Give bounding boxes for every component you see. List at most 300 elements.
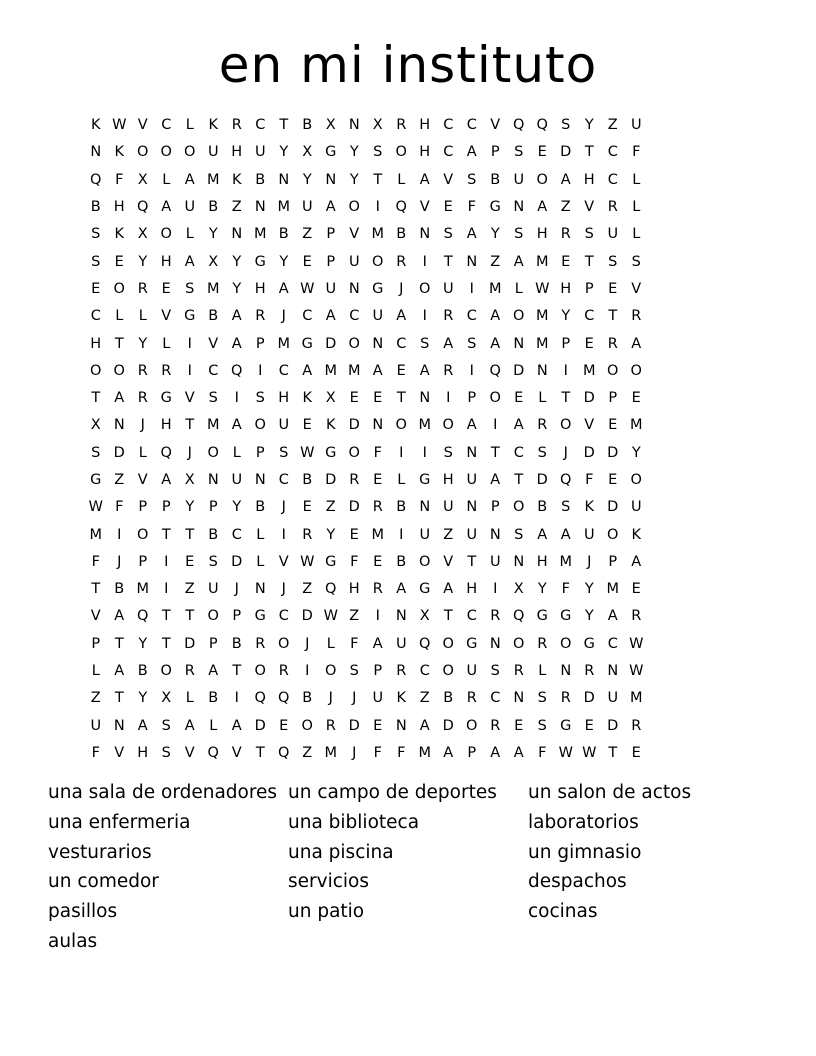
grid-letter: E (561, 253, 571, 270)
grid-letter: M (136, 581, 149, 598)
grid-letter: E (443, 199, 453, 216)
grid-letter: S (631, 253, 641, 270)
grid-letter: W (535, 280, 550, 297)
grid-letter: Y (279, 253, 289, 270)
grid-letter: J (399, 280, 404, 297)
grid-letter: P (326, 226, 336, 243)
grid-letter: U (630, 499, 642, 516)
grid-letter: U (90, 717, 102, 734)
grid-letter: O (466, 717, 478, 734)
grid-letter: R (466, 690, 477, 707)
grid-letter: S (185, 280, 195, 297)
grid-letter: L (514, 280, 523, 297)
grid-letter: I (493, 581, 498, 598)
grid-letter: A (208, 663, 219, 680)
grid-letter: E (349, 526, 359, 543)
grid-letter: B (302, 690, 313, 707)
grid-letter: Y (138, 635, 148, 652)
grid-letter: V (584, 199, 595, 216)
grid-letter: W (323, 608, 338, 625)
grid-letter: L (138, 308, 147, 325)
grid-letter: E (373, 472, 383, 488)
grid-letter: O (489, 390, 501, 407)
grid-letter: R (443, 308, 454, 325)
grid-letter: M (347, 362, 361, 379)
grid-letter: S (467, 335, 477, 352)
grid-letter: Y (138, 253, 148, 270)
grid-letter: H (113, 199, 125, 216)
grid-letter: Z (302, 581, 313, 598)
grid-letter: C (443, 117, 454, 134)
grid-letter: D (583, 444, 595, 461)
grid-letter: Z (490, 253, 501, 270)
grid-letter: G (301, 335, 313, 352)
grid-letter: N (466, 499, 478, 516)
grid-letter: J (305, 635, 310, 652)
grid-letter: A (325, 308, 336, 325)
grid-letter: O (301, 717, 313, 734)
grid-letter: V (137, 472, 148, 488)
grid-letter: A (325, 199, 336, 216)
grid-letter: P (138, 499, 148, 516)
grid-letter: A (490, 335, 501, 352)
grid-letter: D (560, 144, 572, 161)
grid-letter: G (325, 144, 337, 161)
grid-letter: O (254, 663, 266, 680)
grid-letter: R (255, 635, 266, 652)
grid-letter: C (607, 635, 618, 652)
grid-letter: V (349, 226, 360, 243)
grid-letter: O (325, 663, 337, 680)
grid-letter: Y (584, 608, 594, 625)
grid-letter: C (466, 308, 477, 325)
grid-letter: N (419, 499, 431, 516)
grid-letter: M (206, 417, 220, 434)
grid-letter: I (164, 581, 169, 598)
grid-letter: N (419, 226, 431, 243)
grid-letter: E (608, 417, 618, 434)
grid-row (84, 112, 732, 139)
grid-letter: R (137, 390, 148, 407)
grid-letter: T (91, 581, 101, 598)
grid-letter: A (396, 308, 407, 325)
grid-letter: P (467, 390, 477, 407)
grid-letter: A (537, 526, 548, 543)
grid-letter: U (325, 280, 337, 297)
grid-letter: D (348, 499, 360, 516)
grid-letter: R (631, 717, 642, 734)
grid-letter: A (513, 253, 524, 270)
grid-letter: M (488, 280, 502, 297)
grid-letter: Y (584, 581, 594, 598)
grid-letter: T (185, 608, 195, 625)
grid-letter: U (419, 526, 431, 543)
grid-letter: M (324, 362, 337, 379)
grid-letter: H (560, 280, 572, 297)
grid-letter: R (490, 717, 501, 734)
grid-letter: K (302, 390, 312, 407)
grid-letter: T (255, 744, 265, 761)
grid-letter: X (325, 117, 336, 134)
grid-letter: S (443, 444, 453, 461)
grid-letter: S (514, 526, 524, 543)
grid-letter: K (90, 117, 101, 134)
grid-letter: Z (90, 690, 101, 707)
grid-letter: L (397, 472, 406, 488)
grid-letter: A (114, 663, 125, 680)
grid-letter: S (91, 253, 101, 270)
grid-letter: R (560, 690, 571, 707)
grid-letter: Y (349, 144, 359, 161)
grid-letter: M (606, 581, 619, 598)
grid-letter: K (231, 171, 242, 188)
grid-letter: E (631, 581, 641, 598)
grid-letter: Z (231, 199, 242, 216)
grid-letter: A (231, 717, 242, 734)
grid-letter: O (630, 362, 642, 379)
grid-letter: V (231, 744, 242, 761)
grid-letter: O (90, 362, 102, 379)
grid-letter: N (395, 608, 407, 625)
grid-letter: S (561, 499, 571, 516)
grid-letter: C (443, 144, 454, 161)
grid-letter: T (584, 253, 594, 270)
grid-letter: A (372, 362, 383, 379)
grid-letter: D (607, 444, 619, 461)
grid-letter: N (513, 335, 525, 352)
grid-letter: T (608, 744, 618, 761)
grid-letter: B (443, 690, 454, 707)
grid-letter: Q (90, 171, 102, 188)
grid-letter: H (137, 744, 149, 761)
grid-letter: Q (489, 362, 501, 379)
grid-letter: D (301, 608, 313, 625)
grid-letter: O (419, 553, 431, 570)
grid-letter: A (537, 199, 548, 216)
grid-letter: A (137, 717, 148, 734)
grid-letter: P (608, 553, 618, 570)
grid-letter: Y (232, 253, 242, 270)
grid-letter: S (208, 390, 218, 407)
grid-letter: D (348, 717, 360, 734)
grid-letter: Y (279, 144, 289, 161)
grid-letter: A (302, 362, 313, 379)
grid-letter: C (607, 144, 618, 161)
grid-letter: U (301, 199, 313, 216)
grid-letter: R (396, 663, 407, 680)
grid-letter: N (513, 553, 525, 570)
grid-letter: M (418, 744, 431, 761)
grid-letter: Z (419, 690, 430, 707)
grid-letter: T (114, 690, 124, 707)
grid-letter: P (608, 390, 618, 407)
grid-letter: L (256, 553, 265, 570)
grid-letter: H (160, 417, 172, 434)
grid-letter: H (583, 171, 595, 188)
grid-letter: V (443, 171, 454, 188)
grid-letter: H (254, 280, 266, 297)
grid-letter: W (629, 663, 644, 680)
grid-letter: K (584, 499, 594, 516)
grid-letter: R (560, 226, 571, 243)
grid-letter: E (161, 280, 171, 297)
grid-row (84, 521, 732, 548)
grid-letter: K (631, 526, 641, 543)
grid-letter: S (420, 335, 430, 352)
grid-letter: T (185, 417, 195, 434)
grid-letter: S (608, 253, 618, 270)
grid-letter: O (536, 171, 548, 188)
grid-letter: L (185, 226, 194, 243)
grid-letter: R (372, 499, 383, 516)
grid-letter: N (113, 717, 125, 734)
grid-letter: I (563, 362, 568, 379)
grid-letter: F (467, 199, 476, 216)
grid-row (84, 167, 732, 194)
grid-letter: R (396, 117, 407, 134)
grid-row (84, 467, 732, 494)
grid-letter: Y (631, 444, 641, 461)
grid-letter: N (113, 417, 125, 434)
grid-letter: S (537, 690, 547, 707)
grid-letter: Y (537, 581, 547, 598)
grid-letter: U (489, 553, 501, 570)
grid-letter: M (253, 226, 267, 243)
grid-letter: P (561, 335, 571, 352)
grid-letter: J (234, 581, 239, 598)
grid-letter: F (350, 635, 359, 652)
grid-row (84, 248, 732, 275)
grid-letter: A (184, 171, 195, 188)
grid-letter: Y (185, 499, 195, 516)
grid-letter: R (137, 362, 148, 379)
grid-letter: X (161, 690, 172, 707)
grid-letter: A (396, 581, 407, 598)
grid-letter: V (419, 199, 430, 216)
grid-letter: U (395, 635, 407, 652)
grid-letter: C (302, 308, 313, 325)
grid-letter: B (537, 499, 548, 516)
grid-letter: I (422, 253, 427, 270)
grid-letter: U (442, 280, 454, 297)
grid-letter: U (207, 581, 219, 598)
grid-letter: L (632, 171, 641, 188)
grid-letter: Z (325, 499, 336, 516)
grid-letter: O (137, 144, 149, 161)
grid-letter: I (422, 444, 427, 461)
grid-letter: R (302, 526, 313, 543)
grid-letter: A (513, 744, 524, 761)
grid-letter: O (254, 417, 266, 434)
grid-letter: K (114, 226, 124, 243)
grid-letter: W (112, 117, 127, 134)
grid-letter: G (466, 635, 478, 652)
grid-letter: U (466, 472, 478, 488)
grid-letter: O (348, 199, 360, 216)
grid-letter: P (138, 553, 148, 570)
grid-letter: F (115, 499, 124, 516)
grid-letter: S (537, 717, 547, 734)
grid-letter: D (254, 717, 266, 734)
grid-letter: X (90, 417, 101, 434)
grid-letter: G (90, 472, 102, 488)
grid-letter: H (160, 253, 172, 270)
grid-letter: O (513, 308, 525, 325)
grid-letter: O (442, 417, 454, 434)
grid-letter: B (208, 690, 219, 707)
grid-letter: B (208, 199, 219, 216)
grid-letter: Q (395, 199, 407, 216)
grid-letter: H (278, 390, 290, 407)
grid-letter: G (419, 472, 431, 488)
grid-letter: P (255, 335, 265, 352)
grid-letter: S (255, 390, 265, 407)
grid-letter: V (184, 390, 195, 407)
grid-letter: L (115, 308, 124, 325)
grid-row (84, 440, 732, 467)
grid-letter: A (114, 390, 125, 407)
grid-letter: R (537, 417, 548, 434)
grid-letter: L (162, 171, 171, 188)
grid-letter: O (442, 663, 454, 680)
grid-letter: E (631, 390, 641, 407)
grid-letter: W (88, 499, 103, 516)
grid-letter: A (184, 717, 195, 734)
grid-letter: B (255, 499, 266, 516)
grid-letter: E (91, 280, 101, 297)
grid-letter: E (608, 280, 618, 297)
grid-letter: S (443, 226, 453, 243)
grid-letter: D (231, 553, 243, 570)
word-list-item: un campo de deportes (288, 782, 497, 803)
grid-letter: T (114, 335, 124, 352)
grid-letter: M (418, 417, 431, 434)
word-list-item: servicios (288, 871, 369, 893)
grid-letter: Q (560, 472, 572, 488)
grid-letter: O (348, 444, 360, 461)
grid-letter: I (234, 390, 239, 407)
grid-letter: J (563, 444, 568, 461)
grid-letter: C (396, 335, 407, 352)
grid-letter: R (607, 199, 618, 216)
grid-letter: G (325, 553, 337, 570)
grid-letter: U (254, 144, 266, 161)
grid-letter: O (278, 635, 290, 652)
grid-letter: A (443, 744, 454, 761)
grid-letter: M (277, 199, 290, 216)
grid-letter: E (114, 253, 124, 270)
grid-letter: V (90, 608, 101, 625)
grid-letter: J (352, 744, 357, 761)
grid-letter: X (325, 390, 336, 407)
grid-row (84, 603, 732, 630)
grid-letter: T (161, 526, 171, 543)
grid-letter: A (560, 171, 571, 188)
grid-letter: G (254, 253, 266, 270)
grid-letter: L (538, 663, 547, 680)
grid-letter: X (137, 171, 148, 188)
grid-letter: X (208, 253, 219, 270)
grid-letter: O (372, 253, 384, 270)
grid-letter: U (348, 253, 360, 270)
grid-letter: S (490, 663, 500, 680)
grid-letter: V (137, 117, 148, 134)
grid-letter: T (279, 117, 289, 134)
grid-letter: M (582, 362, 596, 379)
grid-letter: V (443, 553, 454, 570)
grid-letter: I (399, 444, 404, 461)
grid-letter: B (302, 117, 313, 134)
grid-letter: F (538, 744, 547, 761)
grid-letter: L (256, 526, 265, 543)
grid-letter: C (255, 117, 266, 134)
grid-letter: R (161, 362, 172, 379)
grid-row (84, 412, 732, 439)
grid-letter: S (467, 171, 477, 188)
grid-row (84, 713, 732, 740)
grid-row (84, 139, 732, 166)
grid-letter: R (278, 663, 289, 680)
grid-letter: E (373, 717, 383, 734)
grid-letter: D (513, 362, 525, 379)
grid-letter: Q (231, 362, 243, 379)
grid-letter: E (514, 390, 524, 407)
grid-letter: M (629, 690, 643, 707)
grid-letter: Q (207, 744, 219, 761)
grid-letter: N (372, 335, 384, 352)
word-list-item: una biblioteca (288, 811, 420, 833)
grid-letter: I (469, 280, 474, 297)
grid-letter: U (184, 199, 196, 216)
grid-letter: A (443, 581, 454, 598)
grid-letter: A (372, 635, 383, 652)
grid-letter: D (583, 690, 595, 707)
grid-letter: Q (536, 117, 548, 134)
grid-letter: Y (326, 526, 336, 543)
word-list-item: un patio (288, 901, 365, 923)
grid-letter: J (281, 499, 286, 516)
grid-letter: U (442, 499, 454, 516)
grid-letter: D (583, 390, 595, 407)
grid-letter: S (161, 744, 171, 761)
grid-letter: A (490, 308, 501, 325)
grid-letter: H (536, 226, 548, 243)
grid-letter: A (419, 171, 430, 188)
grid-letter: H (466, 581, 478, 598)
grid-letter: X (137, 226, 148, 243)
grid-letter: N (607, 663, 619, 680)
grid-letter: P (232, 608, 242, 625)
grid-letter: N (231, 226, 243, 243)
grid-row (84, 685, 732, 712)
grid-letter: S (537, 444, 547, 461)
grid-letter: U (607, 226, 619, 243)
grid-letter: H (348, 581, 360, 598)
grid-letter: T (561, 390, 571, 407)
grid-row (84, 330, 732, 357)
grid-letter: O (560, 417, 572, 434)
grid-letter: T (443, 608, 453, 625)
grid-letter: N (395, 717, 407, 734)
grid-letter: P (208, 499, 218, 516)
grid-letter: I (164, 553, 169, 570)
grid-letter: N (489, 635, 501, 652)
grid-letter: Q (137, 608, 149, 625)
grid-letter: N (536, 362, 548, 379)
grid-letter: I (446, 390, 451, 407)
grid-letter: D (607, 717, 619, 734)
grid-row (84, 658, 732, 685)
